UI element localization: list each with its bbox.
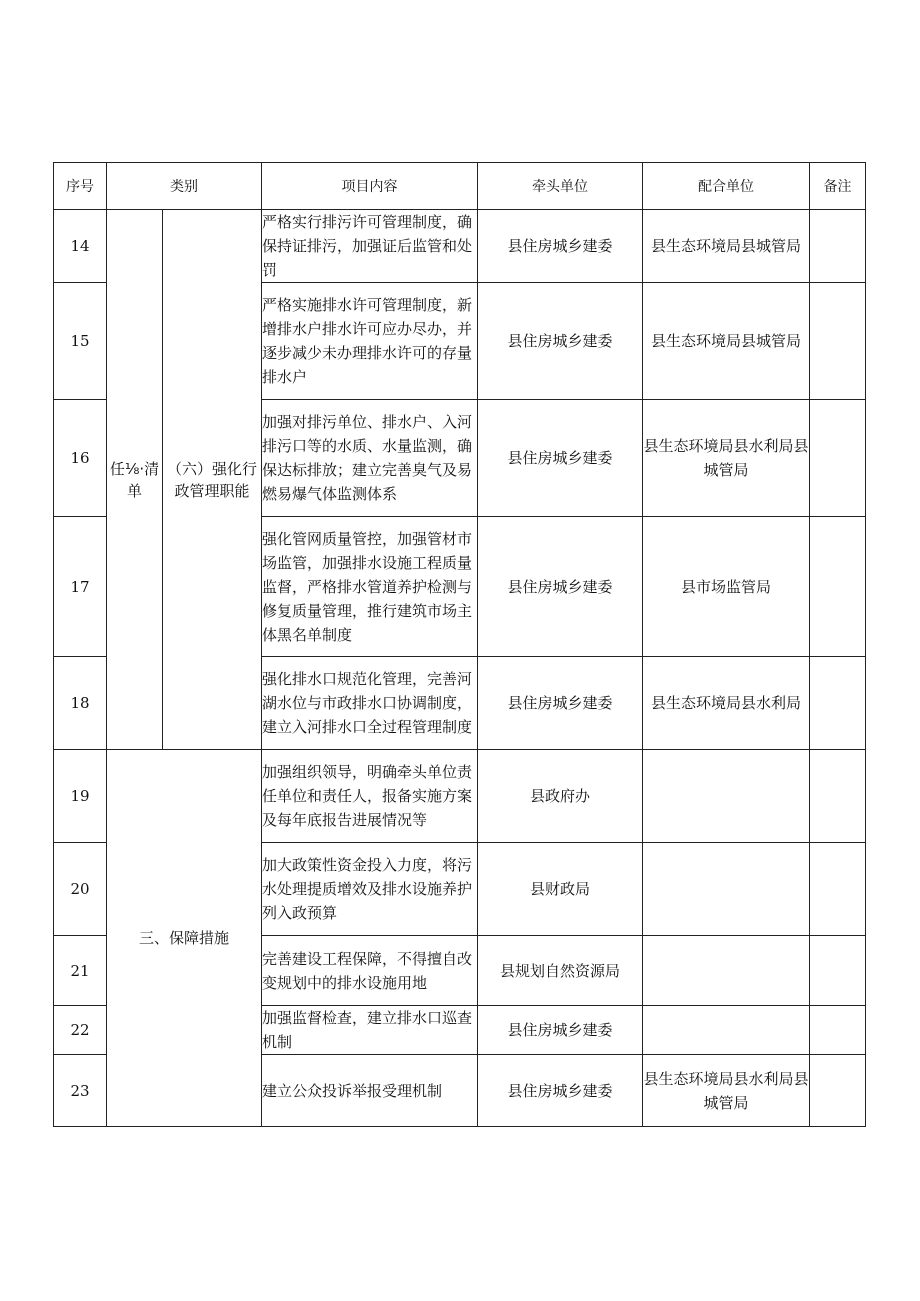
header-seq: 序号 — [54, 163, 107, 210]
row-coop-unit — [643, 1006, 810, 1055]
row-number: 19 — [54, 750, 107, 843]
row-lead-unit: 县住房城乡建委 — [478, 283, 643, 400]
header-row — [54, 163, 866, 210]
row-coop-unit: 县市场监管局 — [643, 517, 810, 657]
category-sub-a: （六）强化行政管理职能 — [163, 210, 262, 750]
header-content: 项目内容 — [262, 163, 478, 210]
row-coop-unit — [643, 843, 810, 936]
project-table — [53, 162, 866, 1127]
row-number: 16 — [54, 400, 107, 517]
row-note — [810, 1006, 866, 1055]
row-note — [810, 750, 866, 843]
row-content: 建立公众投诉举报受理机制 — [262, 1055, 478, 1127]
row-lead-unit: 县住房城乡建委 — [478, 400, 643, 517]
row-number: 18 — [54, 657, 107, 750]
row-note — [810, 210, 866, 283]
category-main-a: 任⅛·清单 — [107, 210, 163, 750]
row-coop-unit: 县生态环境局县水利局县城管局 — [643, 400, 810, 517]
header-coop-unit: 配合单位 — [643, 163, 810, 210]
row-number: 23 — [54, 1055, 107, 1127]
row-coop-unit: 县生态环境局县水利局 — [643, 657, 810, 750]
category-main-b: 三、保障措施 — [107, 750, 262, 1127]
row-coop-unit — [643, 750, 810, 843]
row-lead-unit: 县财政局 — [478, 843, 643, 936]
row-content: 加强对排污单位、排水户、入河排污口等的水质、水量监测，确保达标排放；建立完善臭气及易燃易爆气体监测体系 — [262, 400, 478, 517]
row-lead-unit: 县住房城乡建委 — [478, 210, 643, 283]
row-lead-unit: 县规划自然资源局 — [478, 936, 643, 1006]
row-note — [810, 517, 866, 657]
row-content: 强化排水口规范化管理，完善河湖水位与市政排水口协调制度，建立入河排水口全过程管理制度 — [262, 657, 478, 750]
row-number: 14 — [54, 210, 107, 283]
row-lead-unit: 县住房城乡建委 — [478, 657, 643, 750]
row-content: 严格实行排污许可管理制度，确保持证排污，加强证后监管和处罚 — [262, 210, 478, 283]
row-coop-unit: 县生态环境局县水利局县城管局 — [643, 1055, 810, 1127]
header-note: 备注 — [810, 163, 866, 210]
row-number: 20 — [54, 843, 107, 936]
row-coop-unit — [643, 936, 810, 1006]
row-content: 加大政策性资金投入力度，将污水处理提质增效及排水设施养护列入政预算 — [262, 843, 478, 936]
row-note — [810, 657, 866, 750]
row-number: 22 — [54, 1006, 107, 1055]
row-note — [810, 936, 866, 1006]
row-content: 完善建设工程保障，不得擅自改变规划中的排水设施用地 — [262, 936, 478, 1006]
header-lead-unit: 牵头单位 — [478, 163, 643, 210]
row-content: 加强组织领导，明确牵头单位责任单位和责任人，报备实施方案及每年底报告进展情况等 — [262, 750, 478, 843]
row-number: 15 — [54, 283, 107, 400]
row-note — [810, 1055, 866, 1127]
row-number: 21 — [54, 936, 107, 1006]
row-content: 加强监督检查，建立排水口巡查机制 — [262, 1006, 478, 1055]
table-row — [54, 210, 866, 283]
row-lead-unit: 县住房城乡建委 — [478, 517, 643, 657]
row-number: 17 — [54, 517, 107, 657]
row-coop-unit: 县生态环境局县城管局 — [643, 283, 810, 400]
row-note — [810, 843, 866, 936]
row-lead-unit: 县住房城乡建委 — [478, 1006, 643, 1055]
row-content: 强化管网质量管控，加强管材市场监管，加强排水设施工程质量监督，严格排水管道养护检测与修复质量管理，推行建筑市场主体黑名单制度 — [262, 517, 478, 657]
row-note — [810, 283, 866, 400]
table-row — [54, 750, 866, 843]
row-content: 严格实施排水许可管理制度，新增排水户排水许可应办尽办，并逐步减少未办理排水许可的存量排水户 — [262, 283, 478, 400]
row-coop-unit: 县生态环境局县城管局 — [643, 210, 810, 283]
row-note — [810, 400, 866, 517]
row-lead-unit: 县住房城乡建委 — [478, 1055, 643, 1127]
header-category: 类别 — [107, 163, 262, 210]
row-lead-unit: 县政府办 — [478, 750, 643, 843]
